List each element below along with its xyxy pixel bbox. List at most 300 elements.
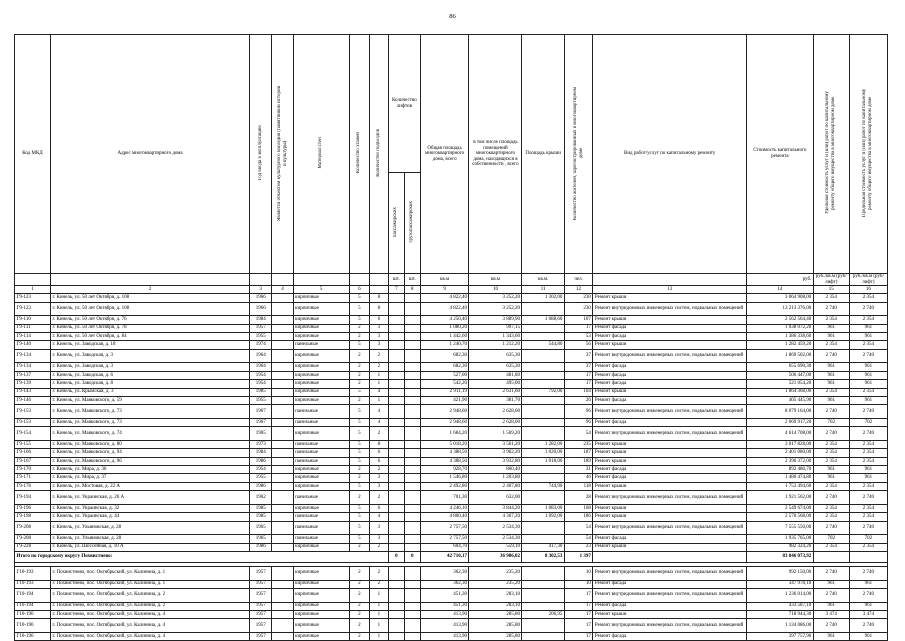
cell — [522, 349, 564, 363]
cell: 3 474 — [813, 610, 849, 618]
cell — [522, 566, 564, 580]
cell: Г9-123 — [15, 302, 51, 316]
cell: 1954 — [250, 466, 272, 474]
cell: 961 — [849, 396, 887, 404]
cell: 2 — [369, 363, 388, 371]
cell: 413,90 — [420, 610, 469, 618]
cell: 13 213 376,00 — [747, 302, 814, 316]
cell — [388, 610, 404, 618]
cell: Ремонт фасада — [593, 371, 747, 379]
header-limit-cost: Предельная стоимость услуг и (или) работ по капитальному ремонту общего имущества в многоквартирном доме — [862, 88, 874, 217]
cell: 997,15 — [469, 324, 522, 332]
cell: 961 — [813, 380, 849, 388]
table-row — [15, 619, 888, 633]
cell: 3 474 — [849, 610, 887, 618]
unit-area: кв.м — [420, 274, 469, 286]
cell: 285,80 — [469, 610, 522, 618]
cell: 10 — [564, 566, 593, 580]
cell: 5 — [349, 482, 369, 490]
cell: Г10-196 — [15, 619, 51, 633]
header-specific-cost: Удельная стоимость услуг и (или) работ по капитальному ремонту общего имущества в многоквартирном доме — [825, 91, 837, 215]
cell: Ремонт фасада — [593, 535, 747, 543]
cell — [404, 513, 420, 521]
cell — [272, 324, 293, 332]
cell: Г10-196 — [15, 632, 51, 640]
cell: 2 069 917,20 — [747, 418, 814, 426]
cell — [272, 521, 293, 535]
cell — [388, 482, 404, 490]
cell: 17 — [564, 371, 593, 379]
cell: г. Кинель, ул. Заводская, д. 3 — [51, 349, 250, 363]
cell: 961 — [813, 396, 849, 404]
table-row — [15, 610, 888, 618]
cell: Ремонт крыши — [593, 504, 747, 512]
cell: г. Кинель, ул. Маяковского, д. 59 — [51, 396, 250, 404]
cell: 17 — [564, 610, 593, 618]
cell: 2 354 — [849, 543, 887, 551]
cell: 3 561,20 — [469, 440, 522, 448]
cell: 2 948,60 — [420, 405, 469, 419]
cell: 1967 — [250, 418, 272, 426]
table-row — [15, 349, 888, 363]
table-row — [15, 405, 888, 419]
cell: 1 569,20 — [469, 427, 522, 441]
cell: 892 480,70 — [747, 466, 814, 474]
cell: Г9-123 — [15, 294, 51, 302]
cell: 17 — [564, 324, 593, 332]
unit-residents: чел. — [564, 274, 593, 286]
cell: Ремонт фасада — [593, 363, 747, 371]
cell: Ремонт фасада — [593, 580, 747, 588]
cell: Г9-176 — [15, 482, 51, 490]
cell: 961 — [849, 602, 887, 610]
cell: 5 — [349, 418, 369, 426]
cell — [388, 466, 404, 474]
cell — [388, 449, 404, 457]
cell: 283,10 — [469, 602, 522, 610]
total-cell: 42 710,17 — [420, 551, 469, 562]
cell: Г9-170 — [15, 466, 51, 474]
table-row — [15, 535, 888, 543]
cell: Г9-114 — [15, 332, 51, 340]
cell: 1966 — [250, 294, 272, 302]
cell: панельные — [293, 449, 349, 457]
cell: Ремонт крыши — [593, 543, 747, 551]
cell: 961 — [849, 632, 887, 640]
cell: 451,30 — [420, 602, 469, 610]
cell: кирпичные — [293, 466, 349, 474]
cell: Ремонт внутридомовых инженерных систем, подвальных помещений — [593, 566, 747, 580]
total-cell: 36 986,02 — [469, 551, 522, 562]
cell: 961 — [813, 602, 849, 610]
unit-specific: руб./кв.м (руб/лифт) — [813, 274, 849, 286]
cell: 2 354 — [849, 341, 887, 349]
cell: Ремонт фасада — [593, 466, 747, 474]
cell: 2 911,19 — [420, 388, 469, 396]
header-work-type: Вид работ/услуг по капитальному ремонту — [593, 35, 747, 274]
cell: кирпичные — [293, 371, 349, 379]
cell — [388, 371, 404, 379]
header-owned-area: в том числе площадь помещений многоквартирного дома, находящихся в собственности , всего — [469, 35, 522, 274]
cell — [388, 619, 404, 633]
cell: 1957 — [250, 610, 272, 618]
table-row — [15, 482, 888, 490]
table-row — [15, 380, 888, 388]
cell — [388, 302, 404, 316]
cell: 8 079 164,00 — [747, 405, 814, 419]
cell: 3 — [369, 535, 388, 543]
unit-area2: кв.м — [469, 274, 522, 286]
cell — [388, 580, 404, 588]
cell: 2 534,30 — [469, 535, 522, 543]
cell: 3 — [369, 341, 388, 349]
cell: г. Кинель, ул. 50 лет Октября, д. 76 — [51, 316, 250, 324]
table-row — [15, 580, 888, 588]
cell: кирпичные — [293, 482, 349, 490]
cell — [388, 349, 404, 363]
cell — [404, 580, 420, 588]
cell — [404, 324, 420, 332]
table-row — [15, 388, 888, 396]
cell: 2 740 — [813, 302, 849, 316]
cell: Г9-166 — [15, 449, 51, 457]
cell: 1965 — [250, 427, 272, 441]
cell: Ремонт фасада — [593, 474, 747, 482]
cell: 2 — [369, 543, 388, 551]
cell: 2 354 — [849, 294, 887, 302]
table-row — [15, 602, 888, 610]
unit-elevators2: шт. — [404, 274, 420, 286]
cell — [522, 619, 564, 633]
cell: 37 — [564, 363, 593, 371]
cell: 3 252,20 — [469, 302, 522, 316]
cell: 2 740 — [849, 521, 887, 535]
cell — [388, 474, 404, 482]
cell: панельные — [293, 405, 349, 419]
cell — [522, 418, 564, 426]
cell: Г9-154 — [15, 427, 51, 441]
cell: 1 236 014,00 — [747, 588, 814, 602]
cell — [388, 427, 404, 441]
cell: 7 555 550,00 — [747, 521, 814, 535]
cell: 3 — [369, 332, 388, 340]
table-row — [15, 427, 888, 441]
cell: Г10-196 — [15, 610, 51, 618]
cell: 2 — [349, 566, 369, 580]
cell — [522, 371, 564, 379]
cell: г. Кинель, ул. Украинская, д. 32 — [51, 504, 250, 512]
cell: 1957 — [250, 588, 272, 602]
cell: 8 — [369, 294, 388, 302]
cell: 235 — [564, 440, 593, 448]
cell: 792,00 — [522, 388, 564, 396]
cell: 1985 — [250, 388, 272, 396]
cell: 2 492,80 — [420, 482, 469, 490]
cell: 961 — [849, 380, 887, 388]
cell: 2 354 — [849, 388, 887, 396]
cell: 928,70 — [420, 466, 469, 474]
cell — [272, 619, 293, 633]
total-cell: 1 397 — [564, 551, 593, 562]
cell: 5 — [349, 521, 369, 535]
cell: Ремонт крыши — [593, 513, 747, 521]
cell: Г9-139 — [15, 380, 51, 388]
cell: Ремонт крыши — [593, 341, 747, 349]
cell: г. Кинель, ул. Заводская, д. 18 — [51, 341, 250, 349]
cell: кирпичные — [293, 349, 349, 363]
column-number: 8 — [404, 286, 420, 294]
cell: 1986 — [250, 482, 272, 490]
cell — [272, 449, 293, 457]
table-row — [15, 457, 888, 465]
cell: Г9-134 — [15, 349, 51, 363]
cell: 5 — [349, 440, 369, 448]
cell: 2 — [369, 491, 388, 505]
cell: Ремонт внутридомовых инженерных систем, подвальных помещений — [593, 302, 747, 316]
cell: Ремонт крыши — [593, 457, 747, 465]
cell — [404, 294, 420, 302]
unit-cost: руб. — [747, 274, 814, 286]
cell: г. Похвистнево, пос. Октябрьский, ул. Калинина, д. 1 — [51, 566, 250, 580]
cell: Ремонт фасада — [593, 632, 747, 640]
cell: 2 354 — [849, 440, 887, 448]
cell: 3 962,20 — [469, 449, 522, 457]
cell: 961 — [849, 371, 887, 379]
cell: 96 — [564, 405, 593, 419]
cell — [404, 405, 420, 419]
cell: 1954 — [250, 371, 272, 379]
cell: 961 — [813, 332, 849, 340]
cell: Г9-228 — [15, 543, 51, 551]
cell: г. Похвистнево, пос. Октябрьский, ул. Калинина, д. 1 — [51, 580, 250, 588]
cell: 2 740 — [849, 427, 887, 441]
cell: 1957 — [250, 619, 272, 633]
cell: 1965 — [250, 535, 272, 543]
cell: кирпичные — [293, 363, 349, 371]
cell: 3 — [369, 521, 388, 535]
cell — [272, 388, 293, 396]
cell: Ремонт внутридомовых инженерных систем, подвальных помещений — [593, 349, 747, 363]
cell: кирпичные — [293, 332, 349, 340]
cell: г. Кинель, ул. Заводская, д. 6 — [51, 371, 250, 379]
cell — [388, 332, 404, 340]
cell — [522, 302, 564, 316]
cell — [272, 466, 293, 474]
cell — [272, 482, 293, 490]
header-cost: Стоимость капитального ремонта — [747, 35, 814, 274]
cell: 2 — [369, 580, 388, 588]
cell: г. Кинель, ул. 50 лет Октября, д. 78 — [51, 324, 250, 332]
cell: 2 354 — [813, 504, 849, 512]
cell: 682,30 — [420, 349, 469, 363]
cell: 1 — [369, 619, 388, 633]
cell: 2 740 — [813, 619, 849, 633]
cell: Ремонт фасада — [593, 380, 747, 388]
cell: панельные — [293, 491, 349, 505]
cell — [272, 363, 293, 371]
cell: 5 — [349, 341, 369, 349]
column-number: 2 — [51, 286, 250, 294]
cell: 521 054,20 — [747, 380, 814, 388]
cell: 1 753 494,60 — [747, 482, 814, 490]
cell: Ремонт крыши — [593, 316, 747, 324]
column-number: 1 — [15, 286, 51, 294]
cell — [404, 316, 420, 324]
cell: 2 562 564,40 — [747, 316, 814, 324]
cell: 2 354 — [849, 449, 887, 457]
cell: 3 — [369, 474, 388, 482]
cell: Ремонт внутридомовых инженерных систем, подвальных помещений — [593, 521, 747, 535]
cell: 362,30 — [420, 566, 469, 580]
cell: г. Кинель, ул. 50 лет Октября, д. 84 — [51, 332, 250, 340]
cell — [404, 619, 420, 633]
cell — [388, 588, 404, 602]
cell: г. Кинель, ул. Заводская, д. 8 — [51, 380, 250, 388]
cell: 2 354 — [849, 482, 887, 490]
cell: Ремонт фасада — [593, 418, 747, 426]
cell: г. Кинель, ул. Маяковского, д. 73 — [51, 405, 250, 419]
cell: г. Кинель, ул. Маяковского, д. 96 — [51, 457, 250, 465]
cell: 1964 — [250, 363, 272, 371]
header-elevators: Количество лифтов — [388, 35, 420, 173]
cell: 104 — [564, 388, 593, 396]
cell: 961 — [813, 466, 849, 474]
cell — [272, 602, 293, 610]
cell: 2 354 — [849, 513, 887, 521]
cell: 544,80 — [522, 341, 564, 349]
cell: г. Кинель, ул. Ульяновская, д. 28 — [51, 535, 250, 543]
cell: 2 — [349, 396, 369, 404]
cell: 2 — [349, 349, 369, 363]
cell: 961 — [813, 580, 849, 588]
cell: 2 — [349, 380, 369, 388]
table-row — [15, 302, 888, 316]
cell: 17 — [564, 619, 593, 633]
cell: 417,30 — [522, 543, 564, 551]
cell — [404, 363, 420, 371]
total-cell: 83 846 073,92 — [747, 551, 814, 562]
cell: 5 — [349, 316, 369, 324]
cell: Г10-194 — [15, 602, 51, 610]
column-number: 7 — [388, 286, 404, 294]
cell: панельные — [293, 418, 349, 426]
table-row — [15, 566, 888, 580]
cell: 451,30 — [420, 588, 469, 602]
cell — [522, 602, 564, 610]
cell: 2 — [349, 491, 369, 505]
header-total-area: Общая площадь многоквартирного дома, всего — [420, 35, 469, 274]
cell: 235,20 — [469, 580, 522, 588]
cell — [404, 535, 420, 543]
cell: 8 — [369, 302, 388, 316]
cell: 542,20 — [420, 380, 469, 388]
cell — [388, 388, 404, 396]
cell — [522, 380, 564, 388]
cell: 5 — [349, 294, 369, 302]
cell: Г9-171 — [15, 474, 51, 482]
cell: Г9-196 — [15, 504, 51, 512]
cell: панельные — [293, 513, 349, 521]
cell: Г9-110 — [15, 316, 51, 324]
cell: 1 018,00 — [522, 457, 564, 465]
cell: 230 — [564, 302, 593, 316]
cell: 701,30 — [420, 491, 469, 505]
cell: 54 — [564, 535, 593, 543]
cell — [522, 588, 564, 602]
header-year: Год ввода в эксплуатацию — [257, 125, 263, 181]
cell: 2 757,50 — [420, 521, 469, 535]
cell: 992 150,00 — [747, 566, 814, 580]
cell — [522, 427, 564, 441]
cell: 632,00 — [469, 491, 522, 505]
cell — [272, 380, 293, 388]
table-row — [15, 504, 888, 512]
cell: 1955 — [250, 332, 272, 340]
cell: 2 631,60 — [469, 388, 522, 396]
cell — [388, 543, 404, 551]
cell — [272, 302, 293, 316]
cell: 3 844,20 — [469, 504, 522, 512]
cell: 54 — [564, 427, 593, 441]
header-roof-area: Площадь крыши — [522, 35, 564, 274]
cell: 405 445,90 — [747, 396, 814, 404]
cell: кирпичные — [293, 302, 349, 316]
cell: 2 — [349, 324, 369, 332]
table-row — [15, 418, 888, 426]
cell: 744,90 — [522, 482, 564, 490]
cell: панельные — [293, 457, 349, 465]
table-row — [15, 363, 888, 371]
cell — [272, 427, 293, 441]
cell: 421,90 — [420, 396, 469, 404]
cell: г. Похвистнево, пос. Октябрьский, ул. Калинина, д. 2 — [51, 602, 250, 610]
cell: Ремонт внутридомовых инженерных систем, подвальных помещений — [593, 405, 747, 419]
table-row — [15, 341, 888, 349]
cell: панельные — [293, 440, 349, 448]
cell: 702 — [849, 535, 887, 543]
cell: 682,30 — [420, 363, 469, 371]
cell — [404, 396, 420, 404]
cell: 3 064 908,00 — [747, 294, 814, 302]
cell: 2 — [369, 566, 388, 580]
cell: 5 — [349, 535, 369, 543]
cell: 702 — [813, 418, 849, 426]
cell: Ремонт внутридомовых инженерных систем, подвальных помещений — [593, 619, 747, 633]
cell: 702 — [813, 535, 849, 543]
cell: 2 354 — [813, 449, 849, 457]
cell — [388, 440, 404, 448]
unit-elevators: шт. — [388, 274, 404, 286]
cell: Г9-140 — [15, 341, 51, 349]
cell: 4 367,20 — [469, 513, 522, 521]
cell: 2 740 — [849, 619, 887, 633]
cell — [522, 363, 564, 371]
cell: 2 628,00 — [469, 418, 522, 426]
cell: 1957 — [250, 602, 272, 610]
cell: 2 740 — [813, 491, 849, 505]
cell — [522, 474, 564, 482]
cell: 1 343,60 — [469, 332, 522, 340]
cell: 559,10 — [469, 543, 522, 551]
column-number: 12 — [564, 286, 593, 294]
cell — [404, 349, 420, 363]
cell: 2 407,80 — [469, 482, 522, 490]
cell: 1 — [369, 588, 388, 602]
cell — [388, 504, 404, 512]
cell: кирпичные — [293, 543, 349, 551]
cell — [404, 610, 420, 618]
cell: Ремонт внутридомовых инженерных систем, подвальных помещений — [593, 491, 747, 505]
